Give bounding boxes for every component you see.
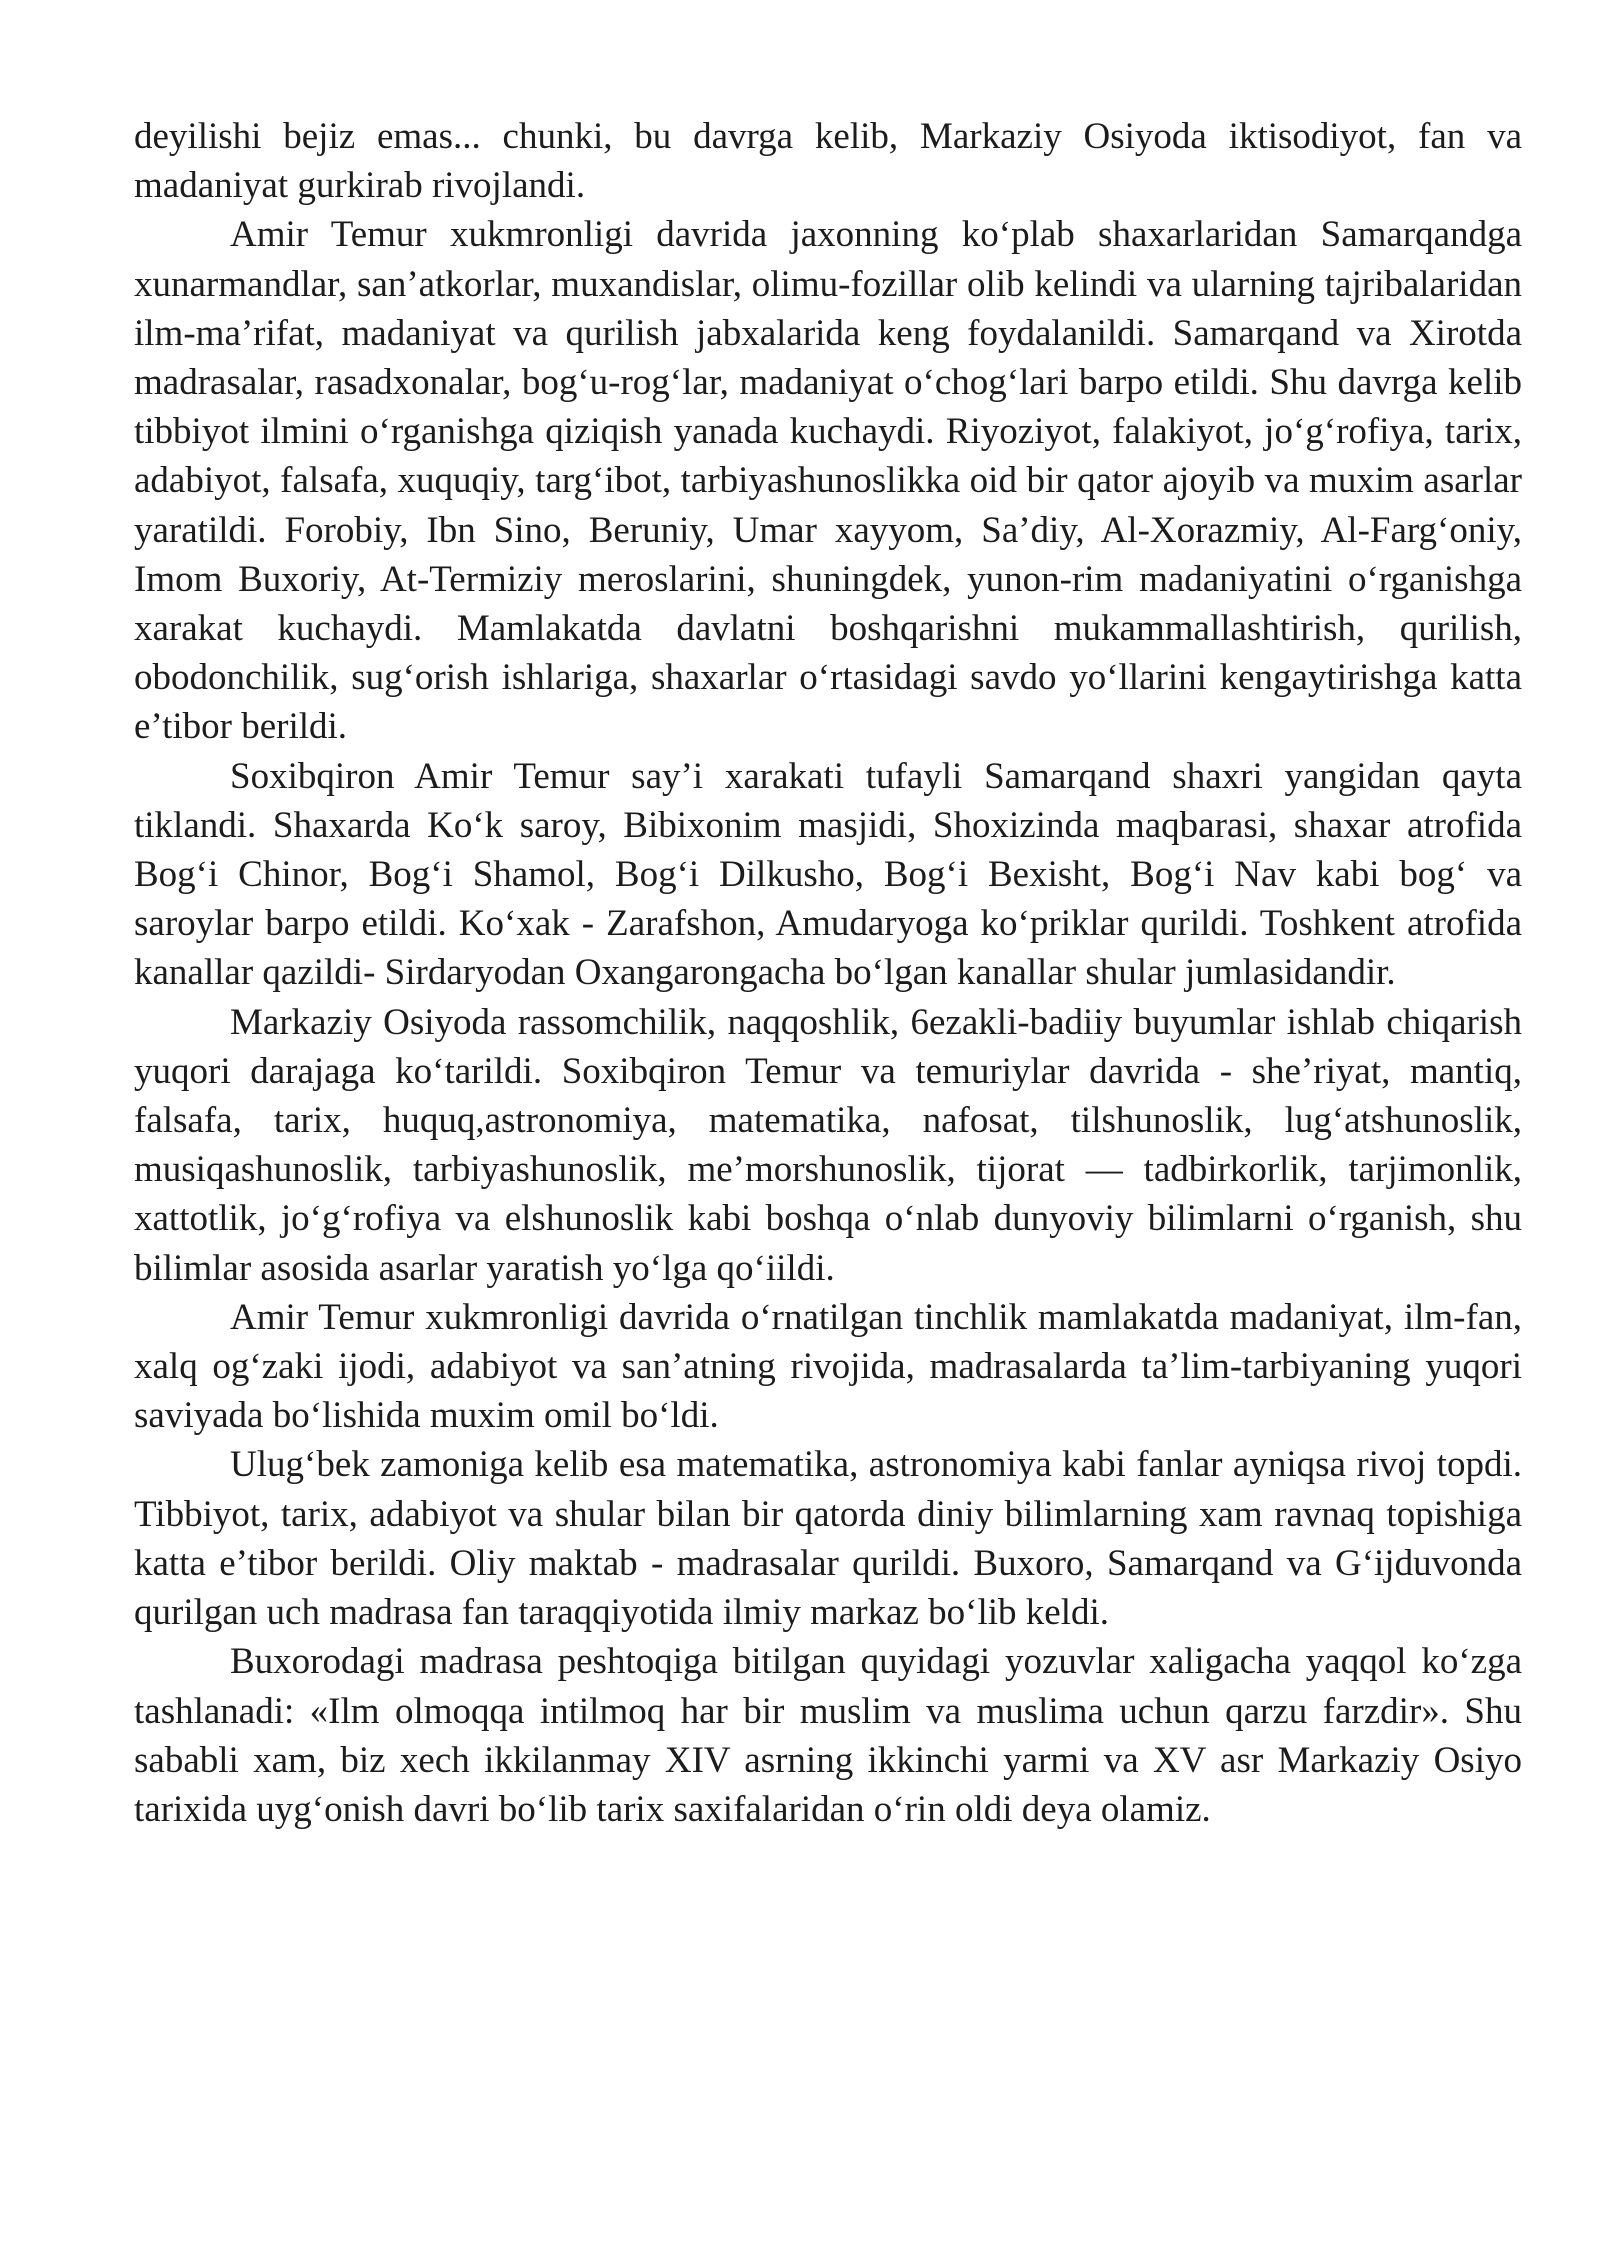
paragraph-3: Soxibqiron Amir Temur say’i xarakati tufayli Samarqand shaxri yangidan qayta tiklandi. Shaxarda Ko‘k saroy, Bibixonim masjidi, Shoxizinda maqbarasi, shaxar atrofida Bog‘i Chinor, Bog‘i Shamol, Bog‘i Dilkusho, Bog‘i Bexisht, Bog‘i Nav kabi bog‘ va saroylar barpo etildi. Ko‘xak - Zarafshon, Amudaryoga ko‘priklar qurildi. Toshkent atrofida kanallar qazildi- Sirdaryodan Oxangarongacha bo‘lgan kanallar shular jumlasidandir. — [134, 755, 1522, 994]
document-page — [134, 112, 1522, 1834]
paragraph-4: Markaziy Osiyoda rassomchilik, naqqoshlik, 6ezakli-badiiy buyumlar ishlab chiqarish yuqori darajaga ko‘tarildi. Soxibqiron Temur va temuriylar davrida - she’riyat, mantiq, falsafa, tarix, huquq,astronomiya, matematika, nafosat, tilshunoslik, lug‘atshunoslik, musiqashunoslik, tarbiyashunoslik, me’morshunoslik, tijorat — tadbirkorlik, tarjimonlik, xattotlik, jo‘g‘rofiya va elshunoslik kabi boshqa o‘nlab dunyoviy bilimlarni o‘rganish, shu bilimlar asosida asarlar yaratish yo‘lga qo‘iildi. — [134, 1001, 1522, 1289]
paragraph-1: deyilishi bejiz emas... chunki, bu davrga kelib, Markaziy Osiyoda iktisodiyot, fan va madaniyat gurkirab rivojlandi. — [134, 116, 1522, 207]
paragraph-5: Amir Temur xukmronligi davrida o‘rnatilgan tinchlik mamlakatda madaniyat, ilm-fan, xalq og‘zaki ijodi, adabiyot va san’atning rivojida, madrasalarda ta’lim-tarbiyaning yuqori saviyada bo‘lishida muxim omil bo‘ldi. — [134, 1296, 1522, 1437]
paragraph-2: Amir Temur xukmronligi davrida jaxonning ko‘plab shaxarlaridan Samarqandga xunarmandlar, san’atkorlar, muxandislar, olimu-fozillar olib kelindi va ularning tajribalaridan ilm-ma’rifat, madaniyat va qurilish jabxalarida keng foydalanildi. Samarqand va Xirotda madrasalar, rasadxonalar, bog‘u-rog‘lar, madaniyat o‘chog‘lari barpo etildi. Shu davrga kelib tibbiyot ilmini o‘rganishga qiziqish yanada kuchaydi. Riyoziyot, falakiyot, jo‘g‘rofiya, tarix, adabiyot, falsafa, xuquqiy, targ‘ibot, tarbiyashunoslikka oid bir qator ajoyib va muxim asarlar yaratildi. Forobiy, Ibn Sino, Beruniy, Umar xayyom, Sa’diy, Al-Xorazmiy, Al-Farg‘oniy, Imom Buxoriy, At-Termiziy meroslarini, shuningdek, yunon-rim madaniyatini o‘rganishga xarakat kuchaydi. Mamlakatda davlatni boshqarishni mukammallashtirish, qurilish, obodonchilik, sug‘orish ishlariga, shaxarlar o‘rtasidagi savdo yo‘llarini kengaytirishga katta e’tibor berildi. — [134, 214, 1522, 748]
paragraph-7: Buxorodagi madrasa peshtoqiga bitilgan quyidagi yozuvlar xaligacha yaqqol ko‘zga tashlanadi: «Ilm olmoqqa intilmoq har bir muslim va muslima uchun qarzu farzdir». Shu sababli xam, biz xech ikkilanmay XIV asrning ikkinchi yarmi va XV asr Markaziy Osiyo tarixida uyg‘onish davri bo‘lib tarix saxifalaridan o‘rin oldi deya olamiz. — [134, 1641, 1522, 1830]
paragraph-6: Ulug‘bek zamoniga kelib esa matematika, astronomiya kabi fanlar ayniqsa rivoj topdi. Tibbiyot, tarix, adabiyot va shular bilan bir qatorda diniy bilimlarning xam ravnaq topishiga katta e’tibor berildi. Oliy maktab - madrasalar qurildi. Buxoro, Samarqand va G‘ijduvonda qurilgan uch madrasa fan taraqqiyotida ilmiy markaz bo‘lib keldi. — [134, 1444, 1522, 1634]
